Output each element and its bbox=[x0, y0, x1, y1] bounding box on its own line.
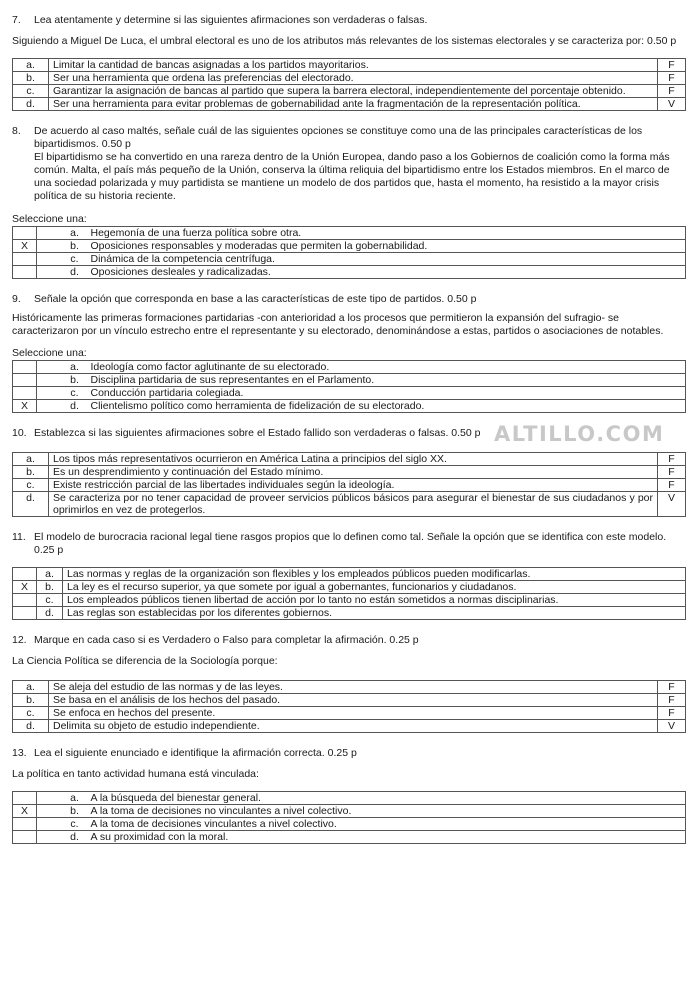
spacer-cell bbox=[37, 831, 63, 844]
question-text: La Ciencia Política se diferencia de la Sociología porque: bbox=[12, 655, 278, 667]
option-text: Se basa en el análisis de los hechos del pasado. bbox=[49, 694, 658, 707]
selected-mark bbox=[13, 227, 37, 240]
option-letter: d. bbox=[13, 720, 49, 733]
table-row bbox=[13, 581, 686, 594]
option-letter: a. bbox=[13, 59, 49, 72]
option-text: Disciplina partidaria de sus representantes en el Parlamento. bbox=[87, 374, 686, 387]
option-text: Oposiciones desleales y radicalizadas. bbox=[87, 266, 686, 279]
table-row bbox=[13, 240, 686, 253]
table-row bbox=[13, 479, 686, 492]
selected-mark: X bbox=[13, 581, 37, 594]
spacer-cell bbox=[37, 818, 63, 831]
selected-mark bbox=[13, 792, 37, 805]
true-false-table bbox=[12, 452, 686, 517]
selected-mark bbox=[13, 253, 37, 266]
option-text: Es un desprendimiento y continuación del Estado mínimo. bbox=[49, 466, 658, 479]
option-letter: b. bbox=[13, 72, 49, 85]
option-letter: d. bbox=[63, 400, 87, 413]
true-false-table bbox=[12, 680, 686, 733]
question-13 bbox=[12, 747, 686, 844]
option-letter: d. bbox=[13, 98, 49, 111]
table-row bbox=[13, 374, 686, 387]
answer-mark: V bbox=[658, 98, 686, 111]
answer-mark: F bbox=[658, 59, 686, 72]
option-text: Ser una herramienta para evitar problemas de gobernabilidad ante la fragmentación de la representación política. bbox=[49, 98, 658, 111]
spacer-cell bbox=[37, 240, 63, 253]
option-text: Ideología como factor aglutinante de su electorado. bbox=[87, 361, 686, 374]
table-row bbox=[13, 400, 686, 413]
spacer-cell bbox=[37, 374, 63, 387]
option-letter: b. bbox=[37, 581, 63, 594]
question-title: Marque en cada caso si es Verdadero o Falso para completar la afirmación. 0.25 p bbox=[34, 634, 419, 646]
question-number: 12. bbox=[12, 634, 27, 646]
spacer-cell bbox=[37, 400, 63, 413]
answer-mark: F bbox=[658, 453, 686, 466]
table-row bbox=[13, 792, 686, 805]
option-text: Conducción partidaria colegiada. bbox=[87, 387, 686, 400]
option-letter: a. bbox=[37, 568, 63, 581]
question-number: 11. bbox=[12, 531, 26, 543]
selected-mark bbox=[13, 568, 37, 581]
selected-mark bbox=[13, 266, 37, 279]
answer-mark: V bbox=[658, 492, 686, 517]
table-row bbox=[13, 59, 686, 72]
spacer-cell bbox=[37, 361, 63, 374]
question-title: Señale la opción que corresponda en base a las características de este tipo de partidos. 0.50 p bbox=[34, 293, 477, 305]
option-letter: d. bbox=[63, 831, 87, 844]
answer-mark: F bbox=[658, 85, 686, 98]
question-title: Lea el siguiente enunciado e identifique la afirmación correcta. 0.25 p bbox=[34, 747, 357, 759]
question-number: 9. bbox=[12, 293, 21, 305]
question-number: 10. bbox=[12, 427, 27, 439]
option-letter: c. bbox=[63, 253, 87, 266]
option-letter: c. bbox=[63, 387, 87, 400]
table-row bbox=[13, 361, 686, 374]
choice-table bbox=[12, 226, 686, 279]
question-number: 7. bbox=[12, 14, 21, 26]
option-letter: b. bbox=[63, 374, 87, 387]
option-letter: b. bbox=[63, 240, 87, 253]
answer-mark: F bbox=[658, 466, 686, 479]
option-text: A la toma de decisiones vinculantes a nivel colectivo. bbox=[87, 818, 686, 831]
table-row bbox=[13, 387, 686, 400]
option-text: Se caracteriza por no tener capacidad de proveer servicios públicos básicos para asegurar el bienestar de sus ciudadanos y por oprimirlos en vez de protegerlos. bbox=[49, 492, 658, 517]
table-row bbox=[13, 720, 686, 733]
question-9 bbox=[12, 293, 686, 413]
select-label: Seleccione una: bbox=[12, 347, 87, 359]
choice-table bbox=[12, 791, 686, 844]
table-row bbox=[13, 466, 686, 479]
selected-mark: X bbox=[13, 805, 37, 818]
option-text: A su proximidad con la moral. bbox=[87, 831, 686, 844]
spacer-cell bbox=[37, 387, 63, 400]
option-letter: d. bbox=[63, 266, 87, 279]
table-row bbox=[13, 72, 686, 85]
option-letter: d. bbox=[13, 492, 49, 517]
option-text: Las reglas son establecidas por los diferentes gobiernos. bbox=[63, 607, 686, 620]
option-letter: c. bbox=[13, 479, 49, 492]
option-letter: c. bbox=[13, 707, 49, 720]
table-row bbox=[13, 805, 686, 818]
option-letter: a. bbox=[63, 227, 87, 240]
spacer-cell bbox=[37, 266, 63, 279]
option-letter: b. bbox=[13, 466, 49, 479]
answer-mark: F bbox=[658, 681, 686, 694]
selected-mark bbox=[13, 374, 37, 387]
question-title: El modelo de burocracia racional legal tiene rasgos propios que lo definen como tal. Señale la opción que se identifica con este modelo. 0.25 p bbox=[34, 531, 667, 556]
table-row bbox=[13, 694, 686, 707]
table-row bbox=[13, 227, 686, 240]
true-false-table bbox=[12, 58, 686, 111]
answer-mark: F bbox=[658, 694, 686, 707]
table-row bbox=[13, 85, 686, 98]
option-letter: a. bbox=[13, 453, 49, 466]
answer-mark: F bbox=[658, 707, 686, 720]
table-row bbox=[13, 831, 686, 844]
choice-table bbox=[12, 567, 686, 620]
table-row bbox=[13, 98, 686, 111]
option-letter: a. bbox=[63, 792, 87, 805]
question-text: Históricamente las primeras formaciones partidarias -con anterioridad a los procesos que permitieron la expansión del sufragio- se caracterizaron por un vínculo estrecho entre el representante y su electorado, denominándose a estas, partidos o asociaciones de notables. bbox=[12, 312, 664, 337]
option-text: Las normas y reglas de la organización son flexibles y los empleados públicos pueden modificarlas. bbox=[63, 568, 686, 581]
selected-mark bbox=[13, 387, 37, 400]
option-text: Se aleja del estudio de las normas y de las leyes. bbox=[49, 681, 658, 694]
question-8 bbox=[12, 125, 686, 279]
spacer-cell bbox=[37, 253, 63, 266]
question-title: Lea atentamente y determine si las siguientes afirmaciones son verdaderas o falsas. bbox=[34, 14, 428, 26]
question-7 bbox=[12, 14, 686, 111]
question-number: 8. bbox=[12, 125, 21, 137]
table-row bbox=[13, 607, 686, 620]
question-text: El bipartidismo se ha convertido en una rareza dentro de la Unión Europea, dando paso a los Gobiernos de coalición como la forma más común. Malta, el país más pequeño de la Unión, conserva la última reliquia del bipartidismo entre los Estados miembros. En el marco de una sociedad polarizada y muy partidista se mantiene un modelo de dos partidos que, hasta el momento, ha resistido a la mayor crisis política de su historia reciente. bbox=[34, 151, 670, 202]
spacer-cell bbox=[37, 805, 63, 818]
option-text: Oposiciones responsables y moderadas que permiten la gobernabilidad. bbox=[87, 240, 686, 253]
selected-mark: X bbox=[13, 240, 37, 253]
table-row bbox=[13, 492, 686, 517]
option-letter: c. bbox=[37, 594, 63, 607]
question-text: Siguiendo a Miguel De Luca, el umbral electoral es uno de los atributos más relevantes de los sistemas electorales y se caracteriza por: 0.50 p bbox=[12, 35, 677, 47]
question-title: Establezca si las siguientes afirmaciones sobre el Estado fallido son verdaderas o falsas. 0.50 p bbox=[34, 427, 481, 439]
option-text: Clientelismo político como herramienta de fidelización de su electorado. bbox=[87, 400, 686, 413]
option-text: Dinámica de la competencia centrífuga. bbox=[87, 253, 686, 266]
table-row bbox=[13, 681, 686, 694]
option-text: Delimita su objeto de estudio independiente. bbox=[49, 720, 658, 733]
option-letter: c. bbox=[13, 85, 49, 98]
option-letter: b. bbox=[13, 694, 49, 707]
table-row bbox=[13, 707, 686, 720]
spacer-cell bbox=[37, 792, 63, 805]
table-row bbox=[13, 568, 686, 581]
selected-mark bbox=[13, 361, 37, 374]
option-text: Los empleados públicos tienen libertad de acción por lo tanto no están sometidos a normas disciplinarias. bbox=[63, 594, 686, 607]
option-letter: b. bbox=[63, 805, 87, 818]
option-letter: a. bbox=[13, 681, 49, 694]
option-letter: d. bbox=[37, 607, 63, 620]
selected-mark: X bbox=[13, 400, 37, 413]
option-text: A la búsqueda del bienestar general. bbox=[87, 792, 686, 805]
question-text: La política en tanto actividad humana está vinculada: bbox=[12, 768, 259, 780]
question-title: De acuerdo al caso maltés, señale cuál de las siguientes opciones se constituye como una de las principales características de los bipartidismos. 0.50 p bbox=[34, 125, 643, 150]
option-letter: a. bbox=[63, 361, 87, 374]
option-text: Ser una herramienta que ordena las preferencias del electorado. bbox=[49, 72, 658, 85]
selected-mark bbox=[13, 818, 37, 831]
question-11 bbox=[12, 531, 686, 620]
table-row bbox=[13, 818, 686, 831]
option-text: A la toma de decisiones no vinculantes a nivel colectivo. bbox=[87, 805, 686, 818]
table-row bbox=[13, 266, 686, 279]
selected-mark bbox=[13, 607, 37, 620]
select-label: Seleccione una: bbox=[12, 213, 87, 225]
option-text: Se enfoca en hechos del presente. bbox=[49, 707, 658, 720]
answer-mark: V bbox=[658, 720, 686, 733]
selected-mark bbox=[13, 594, 37, 607]
selected-mark bbox=[13, 831, 37, 844]
option-text: Los tipos más representativos ocurrieron en América Latina a principios del siglo XX. bbox=[49, 453, 658, 466]
spacer-cell bbox=[37, 227, 63, 240]
table-row bbox=[13, 253, 686, 266]
choice-table bbox=[12, 360, 686, 413]
question-12 bbox=[12, 634, 686, 733]
option-letter: c. bbox=[63, 818, 87, 831]
answer-mark: F bbox=[658, 479, 686, 492]
table-row bbox=[13, 453, 686, 466]
watermark: ALTILLO.COM bbox=[494, 422, 665, 446]
option-text: La ley es el recurso superior, ya que somete por igual a gobernantes, funcionarios y ciudadanos. bbox=[63, 581, 686, 594]
option-text: Hegemonía de una fuerza política sobre otra. bbox=[87, 227, 686, 240]
option-text: Garantizar la asignación de bancas al partido que supera la barrera electoral, independientemente del porcentaje obtenido. bbox=[49, 85, 658, 98]
question-number: 13. bbox=[12, 747, 27, 759]
answer-mark: F bbox=[658, 72, 686, 85]
option-text: Existe restricción parcial de las libertades individuales según la ideología. bbox=[49, 479, 658, 492]
table-row bbox=[13, 594, 686, 607]
option-text: Limitar la cantidad de bancas asignadas a los partidos mayoritarios. bbox=[49, 59, 658, 72]
